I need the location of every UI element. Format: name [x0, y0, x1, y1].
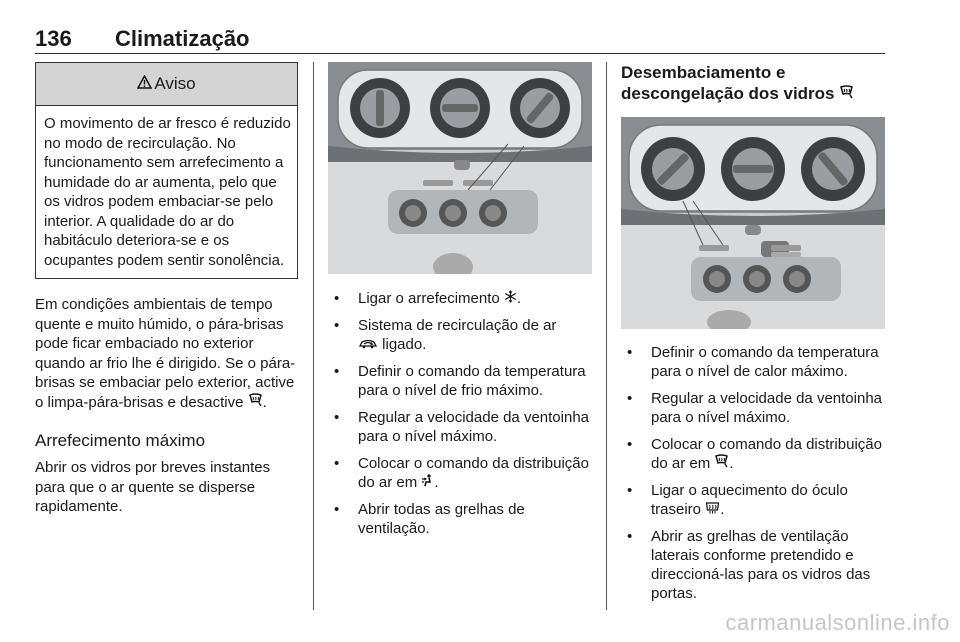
list-item: • Definir o comando da temperatura para o nível de frio máximo. [334, 363, 586, 399]
warning-title: Aviso [154, 74, 196, 93]
section-heading-defrost: Desembaciamento e descongelação dos vidros [621, 62, 885, 105]
column-divider [606, 62, 607, 610]
list-item: • Regular a velocidade da ventoinha para o nível máximo. [627, 390, 882, 426]
paragraph-humid-conditions: Em condições ambientais de tempo quente e muito húmido, o pára-brisas pode ficar embaciado no exterior quando ar frio lhe é dirigido. Se o pára-brisas se embaciar pelo exterior, active o limpa-pára-brisas e desactive . [35, 296, 296, 411]
warning-box [35, 62, 298, 279]
list-item: • Definir o comando da temperatura para o nível de calor máximo. [627, 344, 879, 380]
rear-window-heating-icon [705, 500, 720, 519]
bullet-list-cooling [328, 289, 592, 538]
windscreen-defrost-icon [248, 393, 263, 413]
list-item: • Colocar o comando da distribuição do ar em . [334, 455, 589, 491]
list-item: • Ligar o arrefecimento . [334, 290, 522, 307]
column-middle [328, 62, 592, 546]
column-divider [313, 62, 314, 610]
list-item: • Abrir todas as grelhas de ventilação. [334, 501, 525, 537]
snowflake-icon [504, 289, 517, 308]
warning-header [36, 63, 297, 106]
bullet-list-defrost [621, 343, 885, 603]
car-recirculation-icon [358, 335, 378, 354]
windscreen-defrost-icon [714, 454, 729, 473]
chapter-title: Climatização [115, 26, 250, 51]
warning-triangle-icon [137, 74, 152, 94]
list-item: • Ligar o aquecimento do óculo traseiro . [627, 482, 848, 518]
paragraph-open-windows: Abrir os vidros por breves instantes para que o ar quente se disperse rapidamente. [35, 459, 271, 515]
list-item: • Colocar o comando da distribuição do ar em . [627, 436, 882, 472]
column-right [621, 62, 885, 611]
list-item: • Regular a velocidade da ventoinha para o nível máximo. [334, 409, 589, 445]
windscreen-defrost-icon [839, 84, 854, 105]
page-header [35, 24, 885, 54]
column-left [35, 62, 299, 517]
section-heading-max-cooling: Arrefecimento máximo [35, 431, 206, 450]
climate-control-photo [328, 62, 592, 274]
list-item: • Sistema de recirculação de ar ligado. [334, 317, 557, 353]
watermark: carmanualsonline.info [725, 610, 950, 635]
warning-text: O movimento de ar fresco é reduzido no modo de recirculação. No funcionamento sem arrefecimento a humidade do ar aumenta, pelo que os vidros podem embaciar-se pelo interior. A qualidade do ar do habitáculo deteriora-se e os ocupantes podem sentir sonolência. [44, 115, 291, 269]
floor-air-distribution-icon [421, 473, 434, 492]
page-number: 136 [35, 26, 72, 51]
list-item: • Abrir as grelhas de ventilação laterais conforme pretendido e direccioná-las para os vidros das portas. [627, 528, 871, 602]
climate-control-photo [621, 117, 885, 329]
